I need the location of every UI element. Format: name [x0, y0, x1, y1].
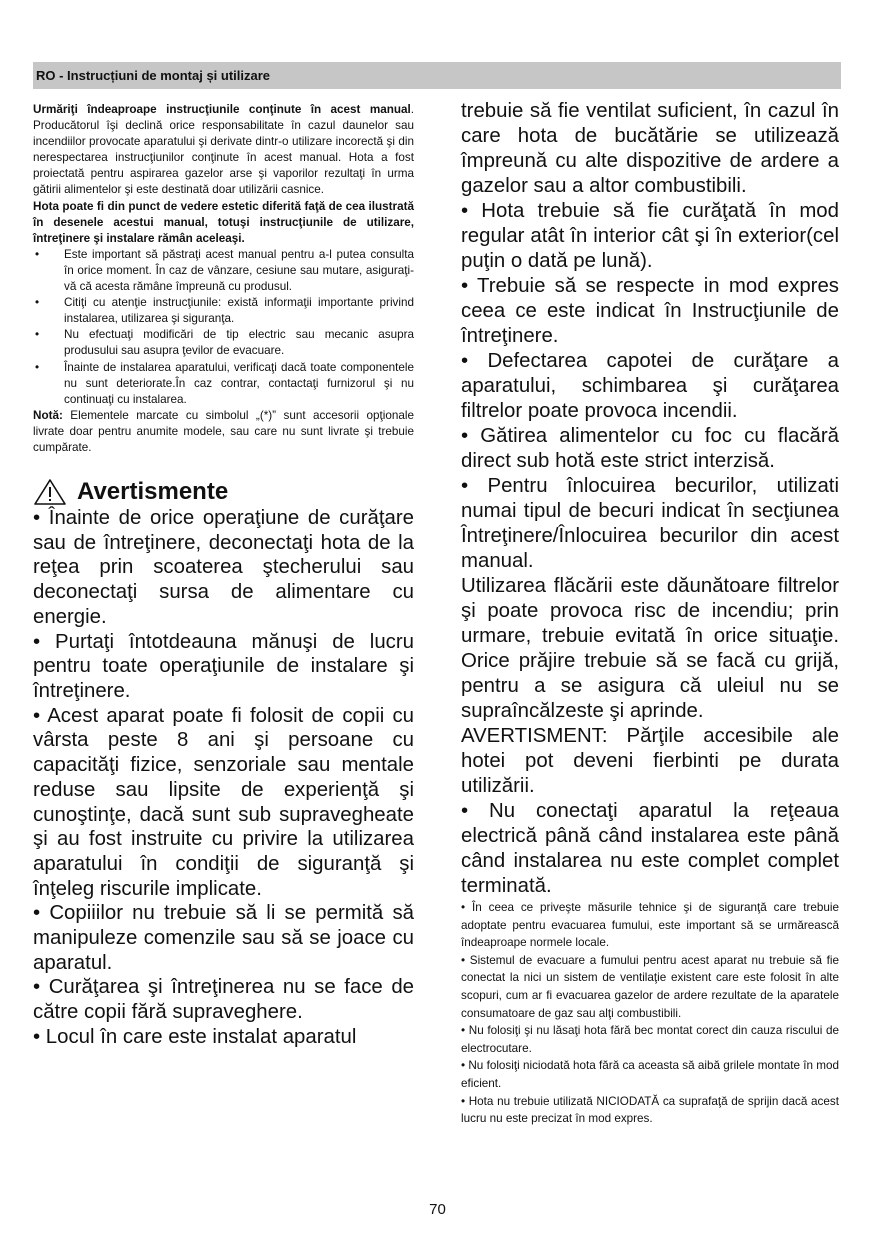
bullet-symbol: •	[35, 328, 40, 342]
small-warning-paragraph: • Nu folosiţi niciodată hota fără ca aceasta să aibă grilele montate în mod eficient.	[461, 1059, 839, 1090]
note-text: Elementele marcate cu simbolul „(*)” sunt accesorii opţionale livrate doar pentru anumite modele, sau care nu sunt livrate şi trebuie cumpărate.	[33, 408, 414, 454]
list-item-text: Citiţi cu atenţie instrucţiunile: există informaţii importante privind instalarea, utilizarea şi siguranţa.	[64, 296, 414, 326]
warning-paragraph: • Defectarea capotei de curăţare a aparatului, schimbarea şi curăţarea filtrelor poate provoca incendii.	[461, 350, 839, 422]
note-paragraph	[33, 408, 414, 456]
list-item-text: Nu efectuaţi modificări de tip electric sau mecanic asupra produsului sau asupra ţevilor de evacuare.	[64, 328, 414, 358]
small-warning-paragraph: • Sistemul de evacuare a fumului pentru acest aparat nu trebuie să fie conectat la nici un sistem de ventilaţie existent care este folosit în alte scopuri, cum ar fi evacuarea gazelor de ardere rezultate de la aparatele consumatoare de gaz sau alţi combustibili.	[461, 953, 839, 1020]
warning-paragraph: • Hota trebuie să fie curăţată în mod regular atât în interior cât şi în exterior(cel puţin o dată pe lună).	[461, 200, 839, 272]
warning-paragraph: • Înainte de orice operaţiune de curăţare sau de întreţinere, deconectaţi hota de la reţea prin scoaterea ştecherului sau deconectaţi sursa de alimentare cu energie.	[33, 507, 414, 628]
appearance-note	[33, 199, 414, 247]
list-item	[33, 247, 414, 295]
section-header-bar	[33, 62, 841, 89]
warning-paragraph: • Copiiilor nu trebuie să li se permită să manipuleze comenzile sau să se joace cu aparatul.	[33, 902, 414, 974]
small-warning-paragraph: • În ceea ce priveşte măsurile tehnice şi de siguranţă care trebuie adoptate pentru evacuarea fumului, este important să se urmărească îndeaproape normele locale.	[461, 901, 839, 950]
left-column	[33, 102, 414, 1050]
list-item	[33, 360, 414, 408]
page-number: 70	[429, 1201, 446, 1218]
warning-paragraph: • Purtaţi întotdeauna mănuşi de lucru pentru toate operaţiunile de instalare şi întreţinere.	[33, 630, 414, 702]
warning-paragraph: • Curăţarea şi întreţinerea nu se face de către copii fără supraveghere.	[33, 976, 414, 1024]
warning-paragraph: • Locul în care este instalat aparatul	[33, 1025, 357, 1048]
warning-paragraph: AVERTISMENT: Părţile accesibile ale hotei pot deveni fierbinti pe durata utilizării.	[461, 725, 839, 797]
warnings-heading	[33, 478, 414, 506]
bullet-symbol: •	[35, 247, 40, 261]
warning-triangle-icon	[33, 478, 67, 506]
small-warning-paragraph: • Hota nu trebuie utilizată NICIODATĂ ca suprafaţă de sprijin dacă acest lucru nu este precizat în mod expres.	[461, 1094, 839, 1126]
intro-bold-text: Urmăriţi îndeaproape instrucţiunile conţinute în acest manual	[33, 103, 411, 116]
section-title: RO - Instrucțiuni de montaj și utilizare	[36, 68, 271, 83]
note-label: Notă:	[33, 408, 63, 422]
warning-paragraph: Utilizarea flăcării este dăunătoare filtrelor şi poate provoca risc de incendiu; prin urmare, trebuie evitată în orice situaţie. Orice prăjire trebuie să se facă cu grijă, pentru a se asigura că uleiul nu se supraîncălzeste şi aprinde.	[461, 575, 839, 722]
list-item	[33, 295, 414, 327]
warning-paragraph: • Gătirea alimentelor cu foc cu flacără direct sub hotă este strict interzisă.	[461, 425, 839, 472]
intro-bullet-list	[33, 247, 414, 408]
warnings-title: Avertismente	[77, 478, 229, 506]
warning-paragraph: trebuie să fie ventilat suficient, în cazul în care hota de bucătărie se utilizează împreună cu alte dispozitive de ardere a gazelor sau a altor combustibili.	[461, 100, 839, 197]
warning-paragraph: • Acest aparat poate fi folosit de copii cu vârsta peste 8 ani şi persoane cu capacităţi fizice, senzoriale sau mentale reduse sau lipsite de experienţă şi cunoştinţe, dacă sunt sub supravegheate şi au fost instruite cu privire la utilizarea aparatului în condiţii de siguranţă şi înţeleg riscurile implicate.	[33, 704, 414, 900]
bullet-symbol: •	[35, 296, 40, 310]
bullet-symbol: •	[35, 360, 40, 374]
list-item-text: Este important să păstraţi acest manual pentru a-l putea consulta în orice moment. În caz de vânzare, cesiune sau mutare, asiguraţi-vă că acesta rămâne împreună cu produsul.	[64, 247, 414, 294]
list-item	[33, 327, 414, 359]
intro-text: . Producătorul îşi declină orice responsabilitate în cazul daunelor sau incendiilor provocate aparatului şi derivate dintr-o utilizare incorectă şi din nerespectarea instrucţiunilor conţinute în acest manual. Hota a fost proiectată pentru aspirarea gazelor arse şi vaporilor rezultaţi în urma gătirii alimentelor şi este destinată doar utilizării casnice.	[33, 103, 414, 197]
right-column	[461, 99, 839, 1128]
warning-paragraph: • Nu conectaţi aparatul la reţeaua electrică până când instalarea este până când instalarea nu este complet complet terminată.	[461, 800, 839, 897]
appearance-note-text: Hota poate fi din punct de vedere estetic diferită faţă de cea ilustrată în desenele acestui manual, totuşi instrucţiunile de utilizare, întreţinere şi instalare rămân aceleaşi.	[33, 199, 414, 245]
warning-paragraph: • Trebuie să se respecte in mod expres ceea ce este indicat în Instrucţiunile de întreţinere.	[461, 275, 839, 347]
warning-paragraph: • Pentru înlocuirea becurilor, utilizati numai tipul de becuri indicat în secţiunea Întreţinere/Înlocuirea becurilor din acest manual.	[461, 475, 839, 572]
intro-paragraph	[33, 102, 414, 199]
small-warning-paragraph: • Nu folosiţi şi nu lăsaţi hota fără bec montat corect din cauza riscului de electrocutare.	[461, 1024, 839, 1055]
list-item-text: Înainte de instalarea aparatului, verificaţi dacă toate componentele nu sunt deteriorate.În caz contrar, contactaţi furnizorul şi nu continuaţi cu instalarea.	[64, 360, 414, 406]
